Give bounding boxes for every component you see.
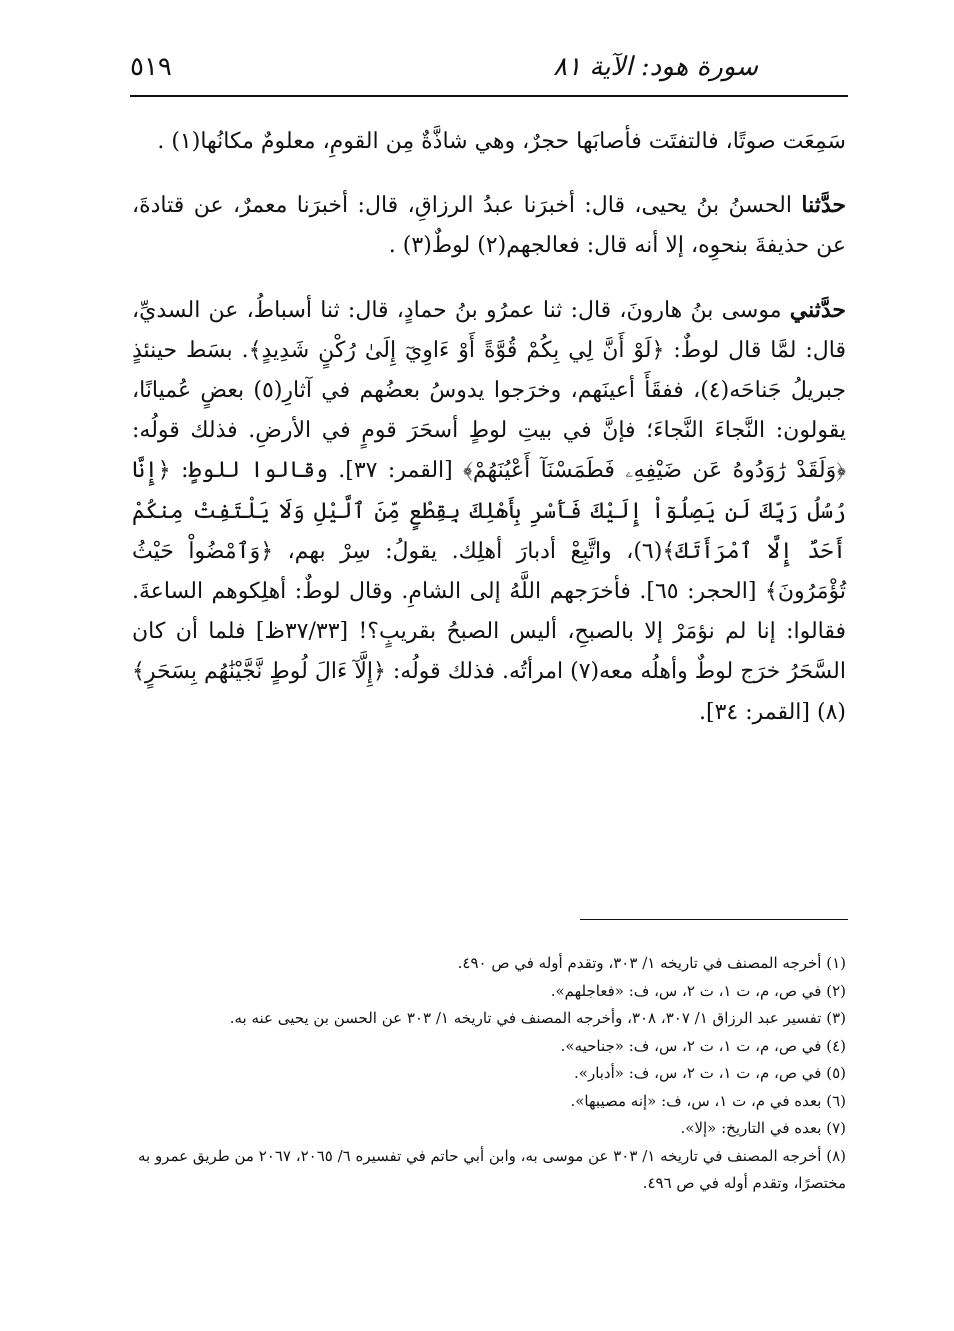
main-text: [132, 122, 846, 733]
footnote: (٢) في ص، م، ت ١، ت ٢، س، ف: «فعاجلهم».: [550, 981, 846, 1000]
footnote: (٦) بعده في م، ت ١، س، ف: «إنه مصيبها».: [570, 1091, 846, 1110]
footnotes: [132, 950, 846, 1198]
footnote: (٨) أخرجه المصنف في تاريخه ١/ ٣٠٣ عن موسى به، وابن أبي حاتم في تفسيره ٦/ ٢٠٦٥، ٢٠٦٧ من طريق عمرو به مختصرًا، وتقدم أوله في ص ٤٩٦.: [137, 1146, 846, 1192]
footnote: (٣) تفسير عبد الرزاق ١/ ٣٠٧، ٣٠٨، وأخرجه المصنف في تاريخه ١/ ٣٠٣ عن الحسن بن يحيى عنه به.: [229, 1009, 846, 1027]
footnote: (٤) في ص، م، ت ١، ت ٢، س، ف: «جناحيه».: [560, 1036, 846, 1055]
footnote: (١) أخرجه المصنف في تاريخه ١/ ٣٠٣، وتقدم أوله في ص ٤٩٠.: [457, 954, 846, 972]
paragraph-2: [132, 185, 846, 266]
running-title: سورة هود: الآية ٨١: [553, 52, 758, 82]
paragraph-3-text: موسى بنُ هارونَ، قال: ثنا عمرُو بنُ حمادٍ، قال: ثنا أسباطُ، عن السديِّ، قال: لمَّا قال لوطٌ: ﴿لَوْ أَنَّ لِي بِكُمْ قُوَّةً أَوْ ءَاوِيٓ إِلَىٰ رُكْنٍ شَدِيدٍ﴾. بسَط حينئذٍ جبريلُ جَناحَه(٤)، ففقَأَ أعينَهم، وخرَجوا يدوسُ بعضُهم في آثارِ(٥) بعضٍ عُميانًا، يقولون: النَّجاءَ النَّجاءَ؛ فإنَّ في بيتِ لوطٍ أسحَرَ قومٍ في الأرضِ. فذلك قولُه: ﴿وَلَقَدْ رَٰوَدُوهُ عَن ضَيْفِهِۦ فَطَمَسْنَآ أَعْيُنَهُمْ﴾ [القمر: ٣٧]. وقالوا للوطٍ: ﴿إِنَّا رُسُلُ رَبِّكَ لَن يَصِلُوٓاْ إِلَيْكَ فَأَسْرِ بِأَهْلِكَ بِقِطْعٍ مِّنَ ٱلَّيْلِ وَلَا يَلْتَفِتْ مِنكُمْ أَحَدٌ إِلَّا ٱمْرَأَتَكَ﴾(٦)، واتَّبِعْ أدبارَ أهلِك. يقولُ: سِرْ بهم، ﴿وَٱمْضُواْ حَيْثُ تُؤْمَرُونَ﴾ [الحجر: ٦٥]. فأخرَجهم اللَّهُ إلى الشامِ. وقال لوطٌ: أهلِكوهم الساعةَ. فقالوا: إنا لم نؤمَرْ إلا بالصبحِ، أليس الصبحُ بقريبٍ؟! [٣٧/٣٣ظ] فلما أن كان السَّحَرُ خرَج لوطٌ وأهلُه معه(٧) امرأتُه. فذلك قولُه: ﴿إِلَّآ ءَالَ لُوطٍ نَّجَّيْنَٰهُم بِسَحَرٍ﴾(٨) [القمر: ٣٤].: [132, 297, 847, 725]
paragraph-3: [132, 290, 846, 733]
footnote: (٧) بعده في التاريخ: «إلا».: [680, 1119, 846, 1137]
page-number: ٥١٩: [130, 52, 172, 82]
header-rule: [130, 95, 848, 97]
paragraph-2-text: الحسنُ بنُ يحيى، قال: أخبرَنا عبدُ الرزاقِ، قال: أخبرَنا معمرٌ، عن قتادةَ، عن حذيفةَ بنحوِه، إلا أنه قال: فعالجهم(٢) لوطٌ(٣) .: [132, 193, 846, 259]
page-header: [130, 52, 848, 96]
isnad-lead: حدَّثني: [789, 296, 846, 323]
footnote: (٥) في ص، م، ت ١، ت ٢، س، ف: «أدبار».: [574, 1064, 846, 1082]
isnad-lead: حدَّثنا: [801, 192, 846, 219]
footnote-rule: [580, 919, 848, 920]
paragraph-1: سَمِعَت صوتًا، فالتفتَت فأصابَها حجرٌ، وهي شاذَّةٌ مِن القومِ، معلومٌ مكانُها(١) .: [157, 129, 846, 154]
